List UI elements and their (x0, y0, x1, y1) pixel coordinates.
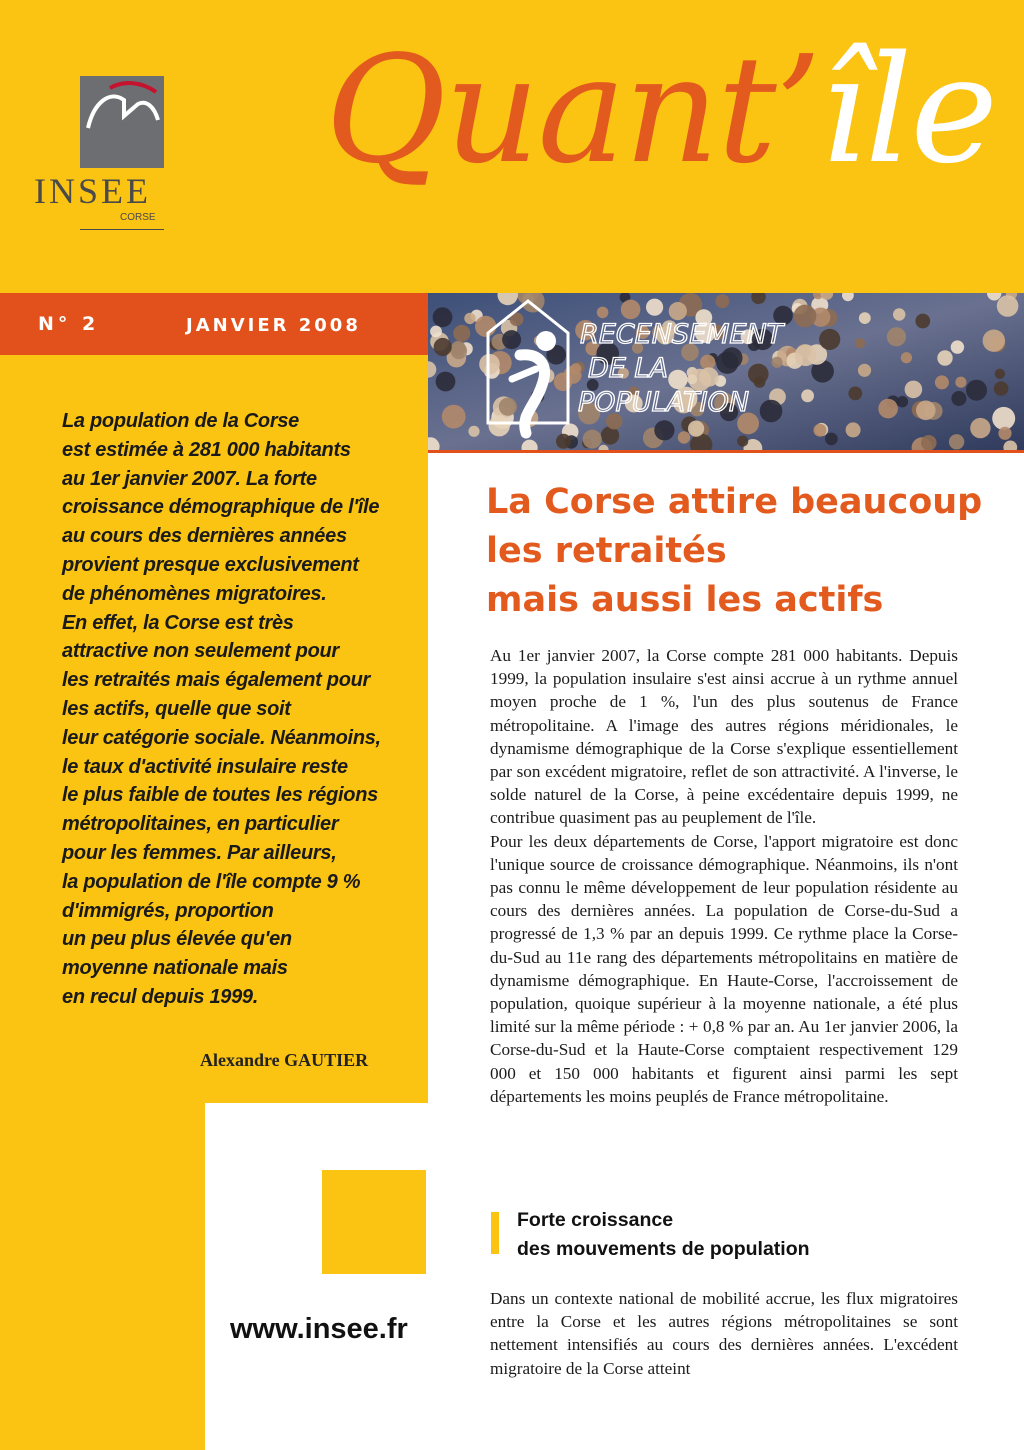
summary-line: métropolitaines, en particulier (62, 813, 339, 836)
crowd-figure (678, 431, 690, 443)
summary-line: au cours des dernières années (62, 525, 347, 548)
summary-line: est estimée à 281 000 habitants (62, 438, 351, 461)
crowd-figure (995, 369, 1005, 379)
summary-line: En effet, la Corse est très (62, 611, 294, 634)
crowd-figure (855, 338, 865, 348)
crowd-figure (846, 422, 861, 437)
crowd-figure (433, 307, 453, 327)
crowd-figure (688, 421, 704, 437)
summary-line: attractive non seulement pour (62, 640, 339, 663)
banner-line2: DE LA (588, 353, 668, 384)
crowd-figure (905, 381, 923, 399)
crowd-figure (916, 401, 936, 421)
crowd-figure (970, 418, 990, 438)
crowd-figure (819, 329, 840, 350)
crowd-figure (935, 375, 949, 389)
crowd-figure (949, 434, 964, 449)
crowd-figure (951, 391, 966, 406)
banner-line3: POPULATION (578, 387, 750, 418)
paragraph-1-text: Au 1er janvier 2007, la Corse compte 281 000 habitants. Depuis 1999, la population insulaire s'est ainsi accrue à un rythme annuel moyen proche de 1 %, l'un des plus soutenus de France métropolitaine. A l'image des autres régions méridionales, le dynamisme démographique de la Corse s'explique essentiellement par son excédent migratoire, reflet de son attractivité. A l'inverse, le solde naturel de la Corse, à peine excédentaire depuis 1999, ne contribue quasiment pas au peuplement de l'île. (490, 646, 958, 828)
crowd-figure (794, 305, 817, 328)
crowd-figure (994, 381, 1009, 396)
crowd-figure (901, 352, 912, 363)
crowd-figure (554, 373, 573, 392)
crowd-figure (646, 299, 663, 316)
decor-square (322, 1170, 426, 1274)
crowd-figure (801, 389, 814, 402)
crowd-figure (813, 424, 826, 437)
banner-rule (428, 450, 1024, 453)
crowd-figure (489, 415, 510, 436)
crowd-figure (453, 325, 470, 342)
crowd-figure (442, 405, 466, 429)
crowd-figure (858, 364, 871, 377)
census-banner-photo (428, 293, 1024, 450)
crowd-figure (921, 435, 937, 450)
crowd-figure (468, 426, 479, 437)
crowd-figure (772, 357, 783, 368)
summary-line: le taux d'activité insulaire reste (62, 755, 348, 778)
crowd-figure (825, 433, 838, 446)
crowd-figure (848, 387, 862, 401)
crowd-figure (937, 350, 952, 365)
crowd-figure (795, 344, 817, 366)
crowd-figure (887, 327, 906, 346)
paragraph-3-text: Dans un contexte national de mobilité accrue, les flux migratoires entre la Corse et les autres régions métropolitaines se sont nettement intensifiés au cours des dernières années. L'excédent migratoire de la Corse atteint (490, 1289, 958, 1378)
crowd-figure (878, 399, 898, 419)
crowd-figure (502, 330, 521, 349)
logo-subtitle: CORSE (120, 212, 156, 223)
crowd-figure (464, 313, 475, 324)
summary-line: leur catégorie sociale. Néanmoins, (62, 726, 381, 749)
crowd-figure (998, 427, 1011, 440)
summary-line: en recul depuis 1999. (62, 985, 259, 1008)
insee-logo-icon (80, 76, 164, 168)
author-name: Alexandre GAUTIER (200, 1050, 369, 1070)
crowd-figure (654, 420, 674, 440)
logo-wordmark: INSEE (34, 171, 151, 211)
masthead-title (325, 24, 996, 196)
summary-text (62, 407, 402, 1012)
summary-line: provient presque exclusivement (62, 553, 359, 576)
subheading-line: des mouvements de population (517, 1238, 810, 1260)
crowd-figure (570, 363, 581, 374)
crowd-figure (737, 436, 748, 447)
summary-line: le plus faible de toutes les régions (62, 784, 378, 807)
summary-line: au 1er janvier 2007. La forte (62, 467, 317, 490)
crowd-figure (669, 302, 687, 320)
summary-line: croissance démographique de l'île (62, 496, 380, 519)
issue-date: JANVIER 2008 (186, 315, 361, 336)
masthead-part2: île (819, 24, 996, 196)
crowd-figure (951, 340, 964, 353)
crowd-figure (597, 307, 609, 319)
left-decor-strip (0, 1103, 205, 1450)
summary-line: pour les femmes. Par ailleurs, (62, 841, 337, 864)
crowd-figure (699, 367, 718, 386)
crowd-figure (893, 308, 905, 320)
crowd-figure (748, 364, 769, 385)
crowd-figure (992, 407, 1015, 430)
article-headline (486, 478, 986, 625)
headline-line: mais aussi les actifs (486, 580, 884, 620)
summary-line: de phénomènes migratoires. (62, 582, 327, 605)
crowd-figure (475, 316, 496, 337)
headline-line: La Corse attire beaucoup (486, 482, 983, 522)
crowd-figure (556, 434, 571, 449)
paragraph-2-text: Pour les deux départements de Corse, l'apport migratoire est donc l'unique source de croissance démographique. Néanmoins, ils n'ont pas connu le même développement de leur population résidente au cours des dernières années. La population de Corse-du-Sud a progressé de 1,3 % par an depuis 1999. Ce rythme place la Corse-du-Sud au 11e rang des départements métropolitains en matière de dynamisme démographique. En Haute-Corse, l'accroissement de population, quoique supérieur à la moyenne nationale, a été plus limité sur la même période : + 0,8 % par an. Au 1er janvier 2006, la Corse-du-Sud et la Haute-Corse comptaient respectivement 129 000 et 150 000 habitants et figurent ainsi parmi les sept départements les moins peuplés de France métropolitaine. (490, 831, 958, 1106)
crowd-figure (915, 314, 930, 329)
headline-line: les retraités (486, 531, 727, 571)
summary-line: La population de la Corse (62, 410, 299, 432)
article-subheading (517, 1206, 917, 1264)
crowd-figure (430, 326, 442, 338)
issue-number: N° 2 (38, 313, 100, 335)
crowd-figure (687, 374, 697, 384)
crowd-figure (451, 341, 466, 356)
article-paragraph-1 (490, 644, 958, 1108)
summary-line: d'immigrés, proportion (62, 899, 274, 922)
logo-divider (80, 229, 164, 230)
crowd-figure (621, 300, 641, 320)
summary-line: moyenne nationale mais (62, 957, 288, 980)
masthead-part1: Quant’ (325, 24, 820, 196)
banner-line1: RECENSEMENT (580, 319, 784, 350)
crowd-figure (715, 294, 729, 308)
subheading-marker (491, 1212, 499, 1254)
crowd-figure (583, 430, 602, 449)
summary-line: un peu plus élevée qu'en (62, 928, 292, 951)
crowd-figure (859, 312, 871, 324)
summary-line: la population de l'île compte 9 % (62, 870, 361, 893)
summary-line: les actifs, quelle que soit (62, 697, 291, 720)
summary-line: les retraités mais également pour (62, 669, 371, 692)
crowd-figure (434, 338, 452, 356)
crowd-figure (955, 377, 966, 388)
subheading-line: Forte croissance (517, 1209, 674, 1231)
crowd-figure (436, 372, 456, 392)
crowd-figure (897, 396, 908, 407)
crowd-figure (966, 380, 987, 401)
article-paragraph-3 (490, 1287, 958, 1380)
crowd-figure (997, 295, 1019, 317)
crowd-figure (760, 400, 783, 423)
crowd-figure (983, 330, 1005, 352)
crowd-figure (499, 398, 517, 416)
crowd-figure (721, 347, 742, 368)
website-url: www.insee.fr (230, 1313, 408, 1345)
